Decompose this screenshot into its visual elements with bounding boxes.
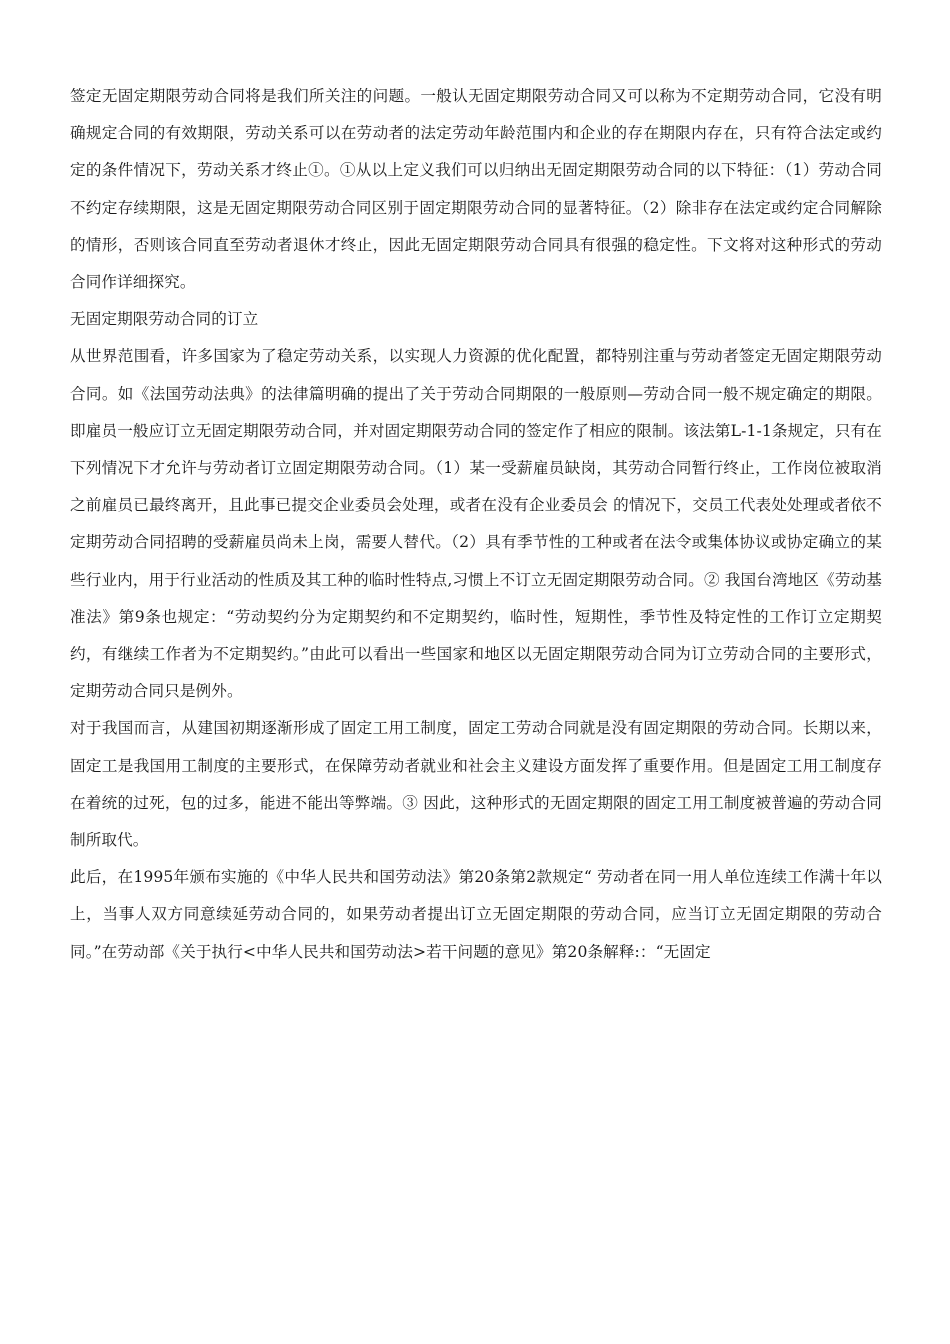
paragraph-china: 对于我国而言，从建国初期逐渐形成了固定工用工制度，固定工劳动合同就是没有固定期限的劳动合同。长期以来，固定工是我国用工制度的主要形式，在保障劳动者就业和社会主义建设方面发挥了重要作用。但是固定工用工制度存在着统的过死，包的过多，能进不能出等弊端。③ 因此，这种形式的无固定期限的固定工用工制度被普遍的劳动合同制所取代。 bbox=[70, 719, 882, 850]
section-heading: 无固定期限劳动合同的订立 bbox=[70, 310, 259, 329]
paragraph-labor-law: 此后，在1995年颁布实施的《中华人民共和国劳动法》第20条第2款规定“ 劳动者在同一用人单位连续工作满十年以上，当事人双方同意续延劳动合同的，如果劳动者提出订立无固定期限的劳动合同，应当订立无固定期限的劳动合同。”在劳动部《关于执行<中华人民共和国劳动法>若干问题的意见》第20条解释:：“无固定 bbox=[70, 868, 882, 961]
paragraph-definition: 签定无固定期限劳动合同将是我们所关注的问题。一般认无固定期限劳动合同又可以称为不定期劳动合同，它没有明确规定合同的有效期限，劳动关系可以在劳动者的法定劳动年龄范围内和企业的存在期限内存在，只有符合法定或约定的条件情况下，劳动关系才终止①。①从以上定义我们可以归纳出无固定期限劳动合同的以下特征：（1）劳动合同不约定存续期限，这是无固定期限劳动合同区别于固定期限劳动合同的显著特征。（2）除非存在法定或约定合同解除的情形，否则该合同直至劳动者退休才终止，因此无固定期限劳动合同具有很强的稳定性。下文将对这种形式的劳动合同作详细探究。 bbox=[70, 87, 882, 292]
document-body bbox=[70, 78, 882, 971]
paragraph-world-view: 从世界范围看，许多国家为了稳定劳动关系，以实现人力资源的优化配置，都特别注重与劳动者签定无固定期限劳动合同。如《法国劳动法典》的法律篇明确的提出了关于劳动合同期限的一般原则—劳动合同一般不规定确定的期限。即雇员一般应订立无固定期限劳动合同，并对固定期限劳动合同的签定作了相应的限制。该法第L-1-1条规定，只有在下列情况下才允许与劳动者订立固定期限劳动合同。（1）某一受薪雇员缺岗，其劳动合同暂行终止，工作岗位被取消之前雇员已最终离开，且此事已提交企业委员会处理，或者在没有企业委员会 的情况下，交员工代表处处理或者依不定期劳动合同招聘的受薪雇员尚未上岗，需要人替代。（2）具有季节性的工种或者在法令或集体协议或协定确立的某些行业内，用于行业活动的性质及其工种的临时性特点,习惯上不订立无固定期限劳动合同。② 我国台湾地区《劳动基准法》第9条也规定：“劳动契约分为定期契约和不定期契约，临时性，短期性，季节性及特定性的工作订立定期契约，有继续工作者为不定期契约。”由此可以看出一些国家和地区以无固定期限劳动合同为订立劳动合同的主要形式，定期劳动合同只是例外。 bbox=[70, 347, 882, 701]
